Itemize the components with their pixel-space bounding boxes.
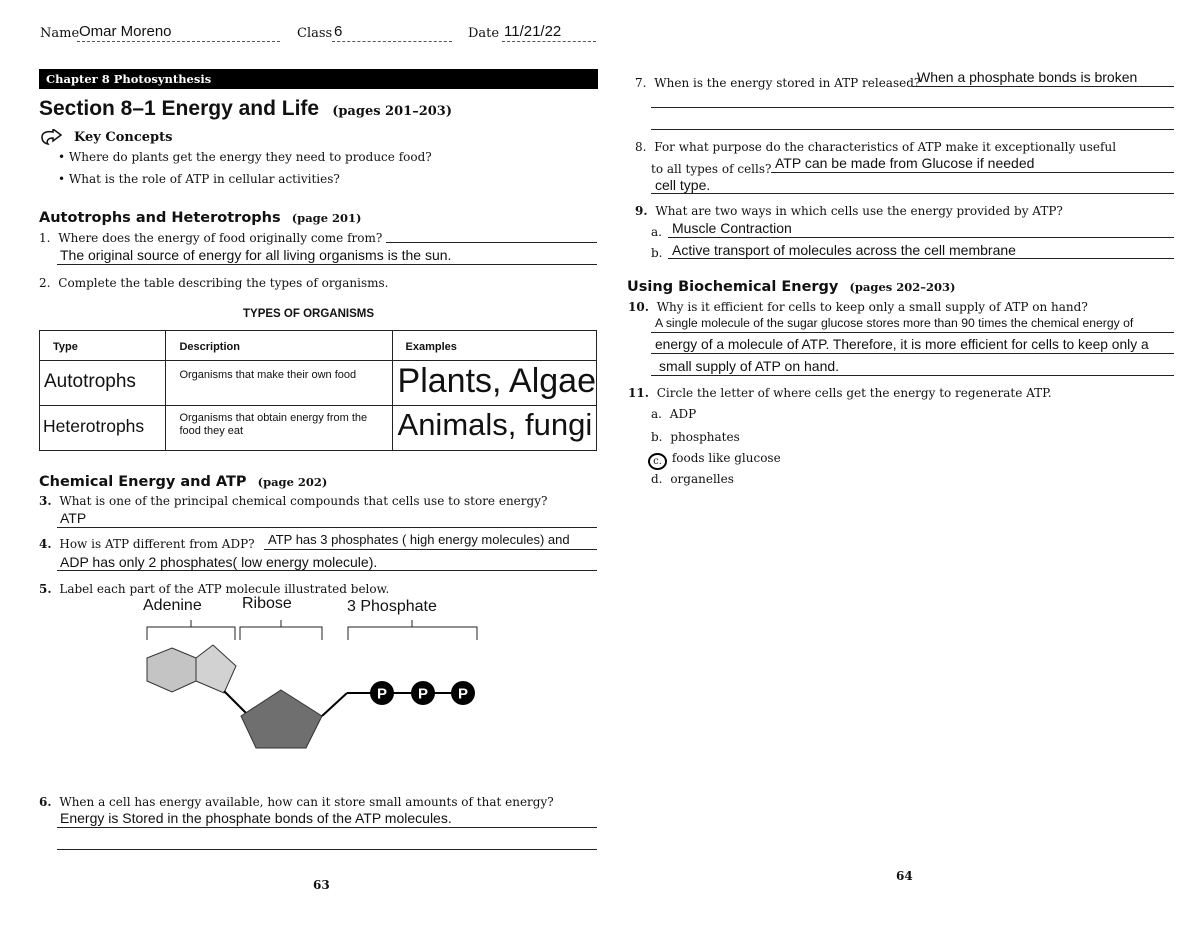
- phosphate-label: P: [376, 685, 388, 703]
- chapter-bar: Chapter 8 Photosynthesis: [39, 69, 598, 89]
- table-row: [40, 406, 597, 451]
- adenine-ring-hexagon: [147, 648, 196, 692]
- organisms-table: [39, 330, 597, 451]
- class-label: Class: [297, 26, 333, 41]
- section-heading: [39, 97, 452, 121]
- answer-4-line-2[interactable]: ADP has only 2 phosphates( low energy molecule).: [60, 554, 378, 570]
- biochemical-heading: Using Biochemical Energy (pages 202–203): [627, 279, 956, 295]
- key-concepts-label: Key Concepts: [74, 130, 173, 145]
- phosphate-label: P: [417, 685, 429, 703]
- row-type[interactable]: Heterotrophs: [40, 406, 166, 451]
- class-value[interactable]: 6: [334, 23, 343, 40]
- page-number-left: 63: [313, 878, 330, 892]
- name-label: Name: [40, 26, 80, 41]
- header-description: Description: [166, 331, 392, 361]
- key-concept-item: • Where do plants get the energy they need to produce food?: [58, 150, 432, 164]
- autotrophs-heading: Autotrophs and Heterotrophs (page 201): [39, 210, 362, 226]
- question-4: 4. How is ATP different from ADP?: [39, 537, 255, 551]
- section-pages: (pages 201–203): [332, 104, 452, 119]
- table-header-row: [40, 331, 597, 361]
- table-row: [40, 361, 597, 406]
- phosphate-group: [370, 681, 475, 705]
- selected-circle: c.: [648, 453, 667, 470]
- answer-9a[interactable]: Muscle Contraction: [672, 220, 792, 236]
- answer-3[interactable]: ATP: [60, 510, 87, 526]
- question-7: 7. When is the energy stored in ATP released?: [635, 76, 921, 90]
- label-brackets: [147, 620, 477, 640]
- option-b[interactable]: b. phosphates: [651, 430, 740, 444]
- date-label: Date: [468, 26, 500, 41]
- label-ribose[interactable]: Ribose: [242, 595, 292, 612]
- section-title: Section 8–1 Energy and Life: [39, 97, 320, 120]
- q9-b-label: b.: [651, 246, 663, 260]
- option-a[interactable]: a. ADP: [651, 407, 697, 421]
- name-line: [77, 41, 280, 42]
- question-8-cont: to all types of cells?: [651, 162, 772, 176]
- header-examples: Examples: [392, 331, 596, 361]
- header-type: Type: [40, 331, 166, 361]
- phosphate-label: P: [457, 685, 469, 703]
- date-value[interactable]: 11/21/22: [504, 23, 562, 40]
- page-number-right: 64: [896, 869, 913, 883]
- ribose-pentagon: [241, 690, 322, 748]
- option-d[interactable]: d. organelles: [651, 472, 734, 486]
- class-line: [332, 41, 452, 42]
- row-description[interactable]: Organisms that obtain energy from the food they eat: [166, 406, 392, 451]
- answer-10-line-1[interactable]: A single molecule of the sugar glucose stores more than 90 times the chemical energy of: [655, 316, 1134, 330]
- question-10: 10. Why is it efficient for cells to keep only a small supply of ATP on hand?: [628, 300, 1088, 314]
- date-line: [502, 41, 596, 42]
- answer-7[interactable]: When a phosphate bonds is broken: [917, 69, 1138, 85]
- question-11: 11. Circle the letter of where cells get the energy to regenerate ATP.: [628, 386, 1052, 400]
- atp-diagram: [130, 615, 490, 755]
- question-3: 3. What is one of the principal chemical compounds that cells use to store energy?: [39, 494, 548, 508]
- question-8: 8. For what purpose do the characteristics of ATP make it exceptionally useful: [635, 140, 1117, 154]
- table-title: TYPES OF ORGANISMS: [243, 308, 374, 320]
- ribose-phosphate-bond: [322, 693, 347, 716]
- question-6: 6. When a cell has energy available, how can it store small amounts of that energy?: [39, 795, 554, 809]
- label-phosphate[interactable]: 3 Phosphate: [347, 598, 437, 615]
- answer-8-line-1[interactable]: ATP can be made from Glucose if needed: [775, 155, 1035, 171]
- answer-6[interactable]: Energy is Stored in the phosphate bonds of the ATP molecules.: [60, 810, 452, 826]
- q9-a-label: a.: [651, 225, 662, 239]
- answer-1[interactable]: The original source of energy for all living organisms is the sun.: [60, 247, 452, 263]
- label-adenine[interactable]: Adenine: [143, 597, 202, 614]
- adenine-ring-pentagon: [196, 645, 236, 693]
- name-value[interactable]: Omar Moreno: [79, 23, 172, 40]
- row-examples[interactable]: Plants, Algae: [392, 361, 596, 406]
- answer-10-line-3[interactable]: small supply of ATP on hand.: [659, 358, 840, 374]
- key-concept-item: • What is the role of ATP in cellular activities?: [58, 172, 340, 186]
- answer-10-line-2[interactable]: energy of a molecule of ATP. Therefore, it is more efficient for cells to keep only a: [655, 337, 1149, 352]
- question-9: 9. What are two ways in which cells use the energy provided by ATP?: [635, 204, 1063, 218]
- answer-9b[interactable]: Active transport of molecules across the cell membrane: [672, 242, 1016, 258]
- answer-4-line-1[interactable]: ATP has 3 phosphates ( high energy molecules) and: [268, 532, 570, 547]
- chemical-energy-heading: Chemical Energy and ATP (page 202): [39, 474, 328, 490]
- question-5: 5. Label each part of the ATP molecule illustrated below.: [39, 582, 390, 596]
- row-description[interactable]: Organisms that make their own food: [166, 361, 392, 406]
- adenine-ribose-bond: [224, 691, 246, 713]
- row-type[interactable]: Autotrophs: [40, 361, 166, 406]
- option-c[interactable]: c. foods like glucose: [651, 451, 781, 470]
- key-concepts-arrow-icon: [39, 129, 63, 145]
- answer-8-line-2[interactable]: cell type.: [655, 177, 711, 193]
- row-examples[interactable]: Animals, fungi: [392, 406, 596, 451]
- question-2: 2. Complete the table describing the types of organisms.: [39, 276, 389, 290]
- question-1: 1. Where does the energy of food originally come from?: [39, 231, 383, 245]
